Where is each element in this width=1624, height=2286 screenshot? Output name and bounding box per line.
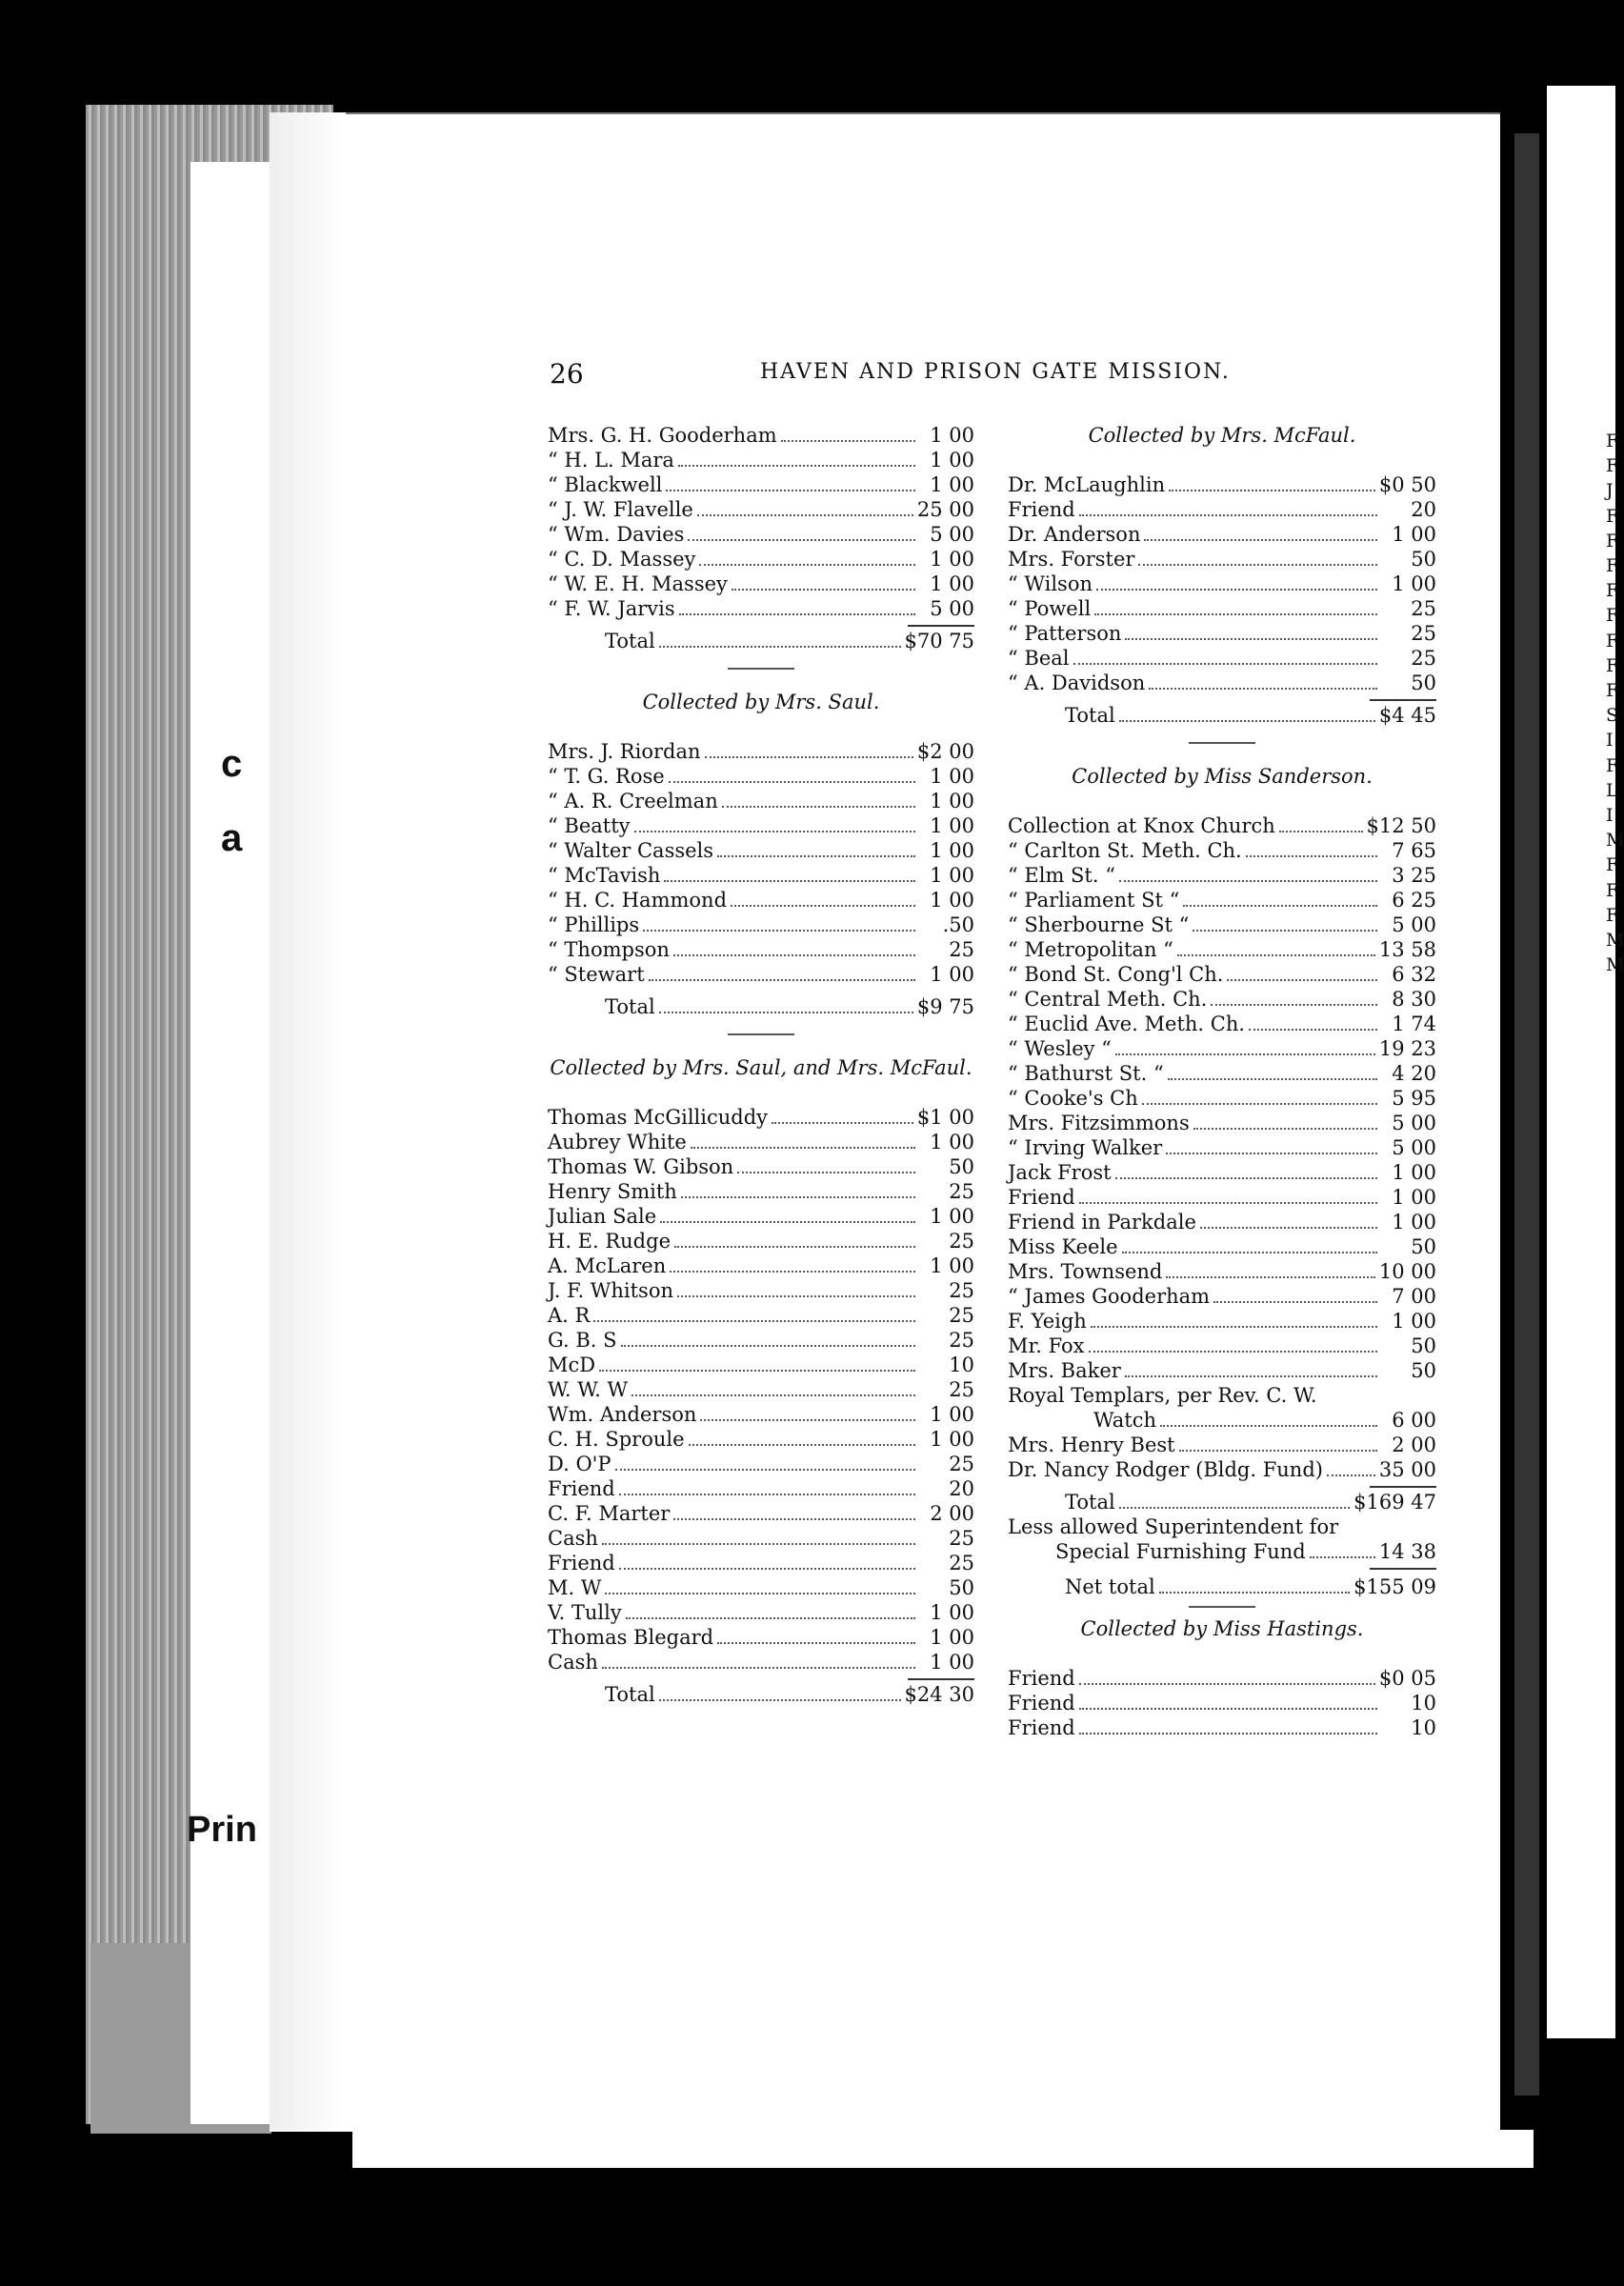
donor-name: Friend [1008,1692,1075,1714]
list-item [548,864,974,889]
donor-name: M. W [548,1576,602,1599]
list-item [1008,814,1436,839]
donation-amount: 5 95 [1392,1087,1436,1110]
left-column [548,424,974,1708]
list-item [1008,1013,1436,1037]
donor-name: “ W. E. H. Massey [548,572,728,595]
list-item [548,449,974,473]
list-item [1008,839,1436,864]
donation-amount: 25 [949,1378,974,1401]
list-item: Special Furnishing Fund 14 38 [1055,1540,1436,1563]
donation-amount: 1 00 [930,572,974,595]
donor-name: Friend [1008,1667,1075,1690]
list-item [1008,864,1436,889]
list-item [548,1354,974,1378]
list-item [1008,963,1436,988]
donor-name: “ A. R. Creelman [548,790,718,812]
list-item [1008,622,1436,647]
donor-name: Dr. Nancy Rodger (Bldg. Fund) [1008,1458,1323,1481]
donation-amount: 25 [1411,597,1436,620]
donor-name: “ Wilson [1008,572,1093,595]
adjacent-page-letter: F [1606,530,1619,551]
donation-amount: 5 00 [1392,1112,1436,1134]
list-item [548,740,974,765]
adjacent-page-letter: M [1606,954,1624,976]
donor-name: Thomas W. Gibson [548,1155,734,1178]
underlying-letter-c: c [221,743,243,785]
donation-amount: 5 00 [930,597,974,620]
list-item [1008,1667,1436,1692]
donation-amount: 10 [949,1354,974,1376]
donor-name: “ T. G. Rose [548,765,665,788]
donation-amount: 1 00 [1392,1211,1436,1233]
page-number: 26 [550,358,584,390]
donation-amount: 1 00 [930,1403,974,1426]
donor-name: Friend [1008,498,1075,521]
list-item [548,597,974,622]
donor-name: Wm. Anderson [548,1403,697,1426]
list-item [1008,1716,1436,1741]
adjacent-page [1547,86,1615,2038]
list-item [1008,1285,1436,1310]
donor-name: J. F. Whitson [548,1279,673,1302]
donor-name: Jack Frost [1008,1161,1112,1184]
donor-name: “ H. L. Mara [548,449,674,471]
adjacent-page-letter: M [1606,930,1624,952]
list-item [548,1477,974,1502]
list-item [548,1254,974,1279]
section-heading-hastings: Collected by Miss Hastings. [1080,1617,1364,1640]
list-item [548,1304,974,1329]
list-item [548,1576,974,1601]
list-item [548,889,974,913]
donation-amount: 1 00 [930,839,974,862]
donation-amount: 1 00 [930,889,974,912]
total-row: Total $9 75 [605,995,974,1018]
donor-name: “ Irving Walker [1008,1136,1163,1159]
list-item [1008,1037,1436,1062]
donor-name: Friend [548,1552,615,1574]
donation-amount: 20 [1411,498,1436,521]
section-heading-sanderson: Collected by Miss Sanderson. [1072,765,1373,788]
donor-name: Mrs. Henry Best [1008,1434,1175,1456]
donor-name: McD [548,1354,596,1376]
donation-amount: 1 00 [930,1254,974,1277]
donation-amount: 50 [949,1155,974,1178]
donor-name: Aubrey White [548,1131,687,1153]
donor-name: “ C. D. Massey [548,548,696,571]
adjacent-page-letter: J [1606,480,1614,502]
donor-name: D. O'P [548,1453,612,1475]
donation-amount: 1 00 [930,424,974,447]
list-item [1008,889,1436,913]
page-running-title: HAVEN AND PRISON GATE MISSION. [760,360,1231,384]
donor-name: “ James Gooderham [1008,1285,1211,1308]
list-item [1008,1434,1436,1458]
donation-amount: 25 [949,1180,974,1203]
list-item [548,1180,974,1205]
donor-name: “ Bathurst St. “ [1008,1062,1164,1085]
donation-amount: 35 00 [1378,1458,1436,1481]
donation-amount: 1 00 [1392,1186,1436,1209]
list-item [548,839,974,864]
donor-name: “ Beal [1008,647,1070,670]
list-item [1008,1359,1436,1384]
donor-name: “ Wm. Davies [548,523,685,546]
donor-name: “ Wesley “ [1008,1037,1112,1060]
donor-name: Cash [548,1527,598,1550]
donation-amount: 50 [1411,672,1436,694]
list-item [548,1453,974,1477]
donation-amount: .50 [942,913,974,936]
total-row: Total $70 75 [605,630,974,652]
donor-name: H. E. Rudge [548,1230,671,1253]
donation-amount: $0 05 [1378,1667,1436,1690]
list-item [1008,1186,1436,1211]
donor-name: “ Carlton St. Meth. Ch. [1008,839,1242,862]
donation-amount: 25 [949,1552,974,1574]
list-item [548,1329,974,1354]
list-item [548,1106,974,1131]
donor-name: “ Bond St. Cong'l Ch. [1008,963,1224,986]
donation-amount: $12 50 [1366,814,1436,837]
donor-name: Friend [1008,1716,1075,1739]
donation-amount: 25 [949,1527,974,1550]
adjacent-page-letter: M [1606,830,1624,852]
donation-amount: 25 [1411,622,1436,645]
total-row: Total $24 30 [605,1683,974,1706]
underlying-word-prin: Prin [187,1810,257,1850]
donor-name: Thomas McGillicuddy [548,1106,768,1129]
list-item [1008,913,1436,938]
donation-amount: 1 00 [1392,1310,1436,1333]
donation-amount: 7 00 [1392,1285,1436,1308]
list-item [548,1651,974,1675]
adjacent-page-letter: F [1606,630,1619,652]
adjacent-page-letter: F [1606,680,1619,702]
list-item [548,1230,974,1254]
list-item [548,498,974,523]
donation-amount: 8 30 [1392,988,1436,1011]
list-item [1008,548,1436,572]
donor-name: “ Elm St. “ [1008,864,1115,887]
net-total-row: Net total $155 09 [1065,1575,1436,1598]
donor-name: “ Walter Cassels [548,839,714,862]
list-item [548,814,974,839]
donation-amount: 50 [1411,1334,1436,1357]
adjacent-page-letter: F [1606,904,1619,926]
list-item [548,1552,974,1576]
list-item [548,572,974,597]
list-item [1008,473,1436,498]
section-heading-saul-mcfaul: Collected by Mrs. Saul, and Mrs. McFaul. [550,1056,972,1079]
list-item [548,1155,974,1180]
list-item [548,1626,974,1651]
donation-amount: 1 00 [930,1651,974,1674]
page-gutter-shadow [1514,133,1539,2096]
donor-name: “ Phillips [548,913,640,936]
donation-amount: 25 [1411,647,1436,670]
list-item: Royal Templars, per Rev. C. W. [1008,1384,1317,1407]
donation-amount: $2 00 [916,740,974,763]
donor-name: V. Tully [548,1601,622,1624]
donation-amount: 1 00 [1392,1161,1436,1184]
list-item [548,1131,974,1155]
adjacent-page-fragments [1606,429,1624,977]
adjacent-page-letter: S [1606,705,1619,727]
donor-name: Mrs. J. Riordan [548,740,701,763]
list-item [1008,647,1436,672]
donor-name: C. F. Marter [548,1502,671,1525]
donor-name: “ Patterson [1008,622,1122,645]
donation-amount: 1 00 [930,473,974,496]
donor-name: C. H. Sproule [548,1428,685,1451]
donor-name: “ Central Meth. Ch. [1008,988,1208,1011]
adjacent-page-letter: F [1606,555,1619,577]
donor-name: Mrs. Baker [1008,1359,1121,1382]
donor-name: Cash [548,1651,598,1674]
adjacent-page-letter: I [1606,730,1614,752]
donor-name: Collection at Knox Church [1008,814,1275,837]
list-item [1008,597,1436,622]
donation-amount: 4 20 [1392,1062,1436,1085]
donor-name: F. Yeigh [1008,1310,1087,1333]
list-item: Less allowed Superintendent for [1008,1515,1339,1538]
donation-amount: 10 [1411,1692,1436,1714]
list-item [1008,1458,1436,1483]
list-item [1008,1692,1436,1716]
donation-amount: 25 [949,938,974,961]
section-heading-mcfaul: Collected by Mrs. McFaul. [1088,424,1356,447]
donation-amount: 1 00 [930,449,974,471]
donation-amount: 1 00 [930,765,974,788]
section-heading-saul: Collected by Mrs. Saul. [642,691,880,713]
adjacent-page-letter: I [1606,805,1614,827]
donor-name: Friend [1008,1186,1075,1209]
donation-amount: 1 00 [930,963,974,986]
list-item [548,938,974,963]
donation-amount: 1 00 [930,790,974,812]
total-row: Total $4 45 [1065,704,1436,727]
donor-name: “ Sherbourne St “ [1008,913,1190,936]
list-item [1008,1211,1436,1235]
donor-list-sanderson [1008,814,1436,1384]
list-item [1008,938,1436,963]
donor-name: G. B. S [548,1329,617,1352]
donation-amount: 50 [1411,1235,1436,1258]
donor-name: “ Cooke's Ch [1008,1087,1138,1110]
donation-amount: 1 74 [1392,1013,1436,1035]
donor-name: Thomas Blegard [548,1626,714,1649]
donation-amount: 25 [949,1453,974,1475]
donor-list-saul [548,740,974,988]
donor-name: W. W. W [548,1378,629,1401]
donor-list-hastings [1008,1667,1436,1741]
donor-name: “ A. Davidson [1008,672,1146,694]
list-item [548,913,974,938]
page-edge-shade [270,112,346,2130]
list-item [548,790,974,814]
donation-amount: 50 [1411,548,1436,571]
list-item [548,548,974,572]
donor-name: Dr. Anderson [1008,523,1141,546]
donor-name: Friend in Parkdale [1008,1211,1196,1233]
donation-amount: 2 00 [1392,1434,1436,1456]
donation-amount: 20 [949,1477,974,1500]
list-item [1008,1310,1436,1334]
list-item [1008,1161,1436,1186]
donation-amount: 6 25 [1392,889,1436,912]
donation-amount: 25 [949,1329,974,1352]
list-item [1008,1260,1436,1285]
list-item [1008,1235,1436,1260]
donation-amount: 50 [949,1576,974,1599]
list-item [1008,1112,1436,1136]
page-bottom-edge [352,2130,1534,2168]
adjacent-page-letter: F [1606,455,1619,477]
list-item [1008,1136,1436,1161]
donation-amount: 1 00 [930,1428,974,1451]
donor-list-saul-mcfaul [548,1106,974,1675]
adjacent-page-letter: F [1606,505,1619,527]
donation-amount: 1 00 [930,1601,974,1624]
donation-amount: 10 00 [1378,1260,1436,1283]
donation-amount: 5 00 [1392,913,1436,936]
donor-name: Mrs. Townsend [1008,1260,1163,1283]
underlying-letter-a: a [221,817,243,859]
list-item [1008,523,1436,548]
list-item [548,1205,974,1230]
donation-amount: 5 00 [1392,1136,1436,1159]
donor-name: “ H. C. Hammond [548,889,728,912]
list-item [1008,1087,1436,1112]
section-divider [728,668,794,670]
list-item [548,1601,974,1626]
adjacent-page-letter: F [1606,605,1619,627]
donor-name: “ Beatty [548,814,631,837]
donation-amount: $0 50 [1378,473,1436,496]
donor-list-mcfaul [1008,473,1436,696]
section-divider [1189,742,1255,744]
donor-name: Henry Smith [548,1180,677,1203]
donation-amount: 50 [1411,1359,1436,1382]
donor-name: A. R [548,1304,591,1327]
donor-name: “ McTavish [548,864,661,887]
donor-name: Mrs. G. H. Gooderham [548,424,777,447]
donation-amount: 13 58 [1378,938,1436,961]
donor-name: “ Metropolitan “ [1008,938,1173,961]
list-item [548,1527,974,1552]
adjacent-page-letter: L [1606,779,1618,801]
donor-name: “ Parliament St “ [1008,889,1180,912]
section-divider [728,1033,794,1035]
donor-name: “ Blackwell [548,473,663,496]
donation-amount: 1 00 [1392,572,1436,595]
donor-name: “ Thompson [548,938,670,961]
adjacent-page-letter: F [1606,879,1619,901]
donor-name: Miss Keele [1008,1235,1118,1258]
donation-amount: 1 00 [930,1131,974,1153]
list-item [548,765,974,790]
list-item [548,473,974,498]
list-item [548,1428,974,1453]
list-item [1008,672,1436,696]
donor-name: “ Euclid Ave. Meth. Ch. [1008,1013,1246,1035]
donor-name: Friend [548,1477,615,1500]
donor-name: Mrs. Fitzsimmons [1008,1112,1190,1134]
donor-name: “ Powell [1008,597,1092,620]
donation-amount: 1 00 [930,1205,974,1228]
donation-amount: 19 23 [1378,1037,1436,1060]
adjacent-page-letter: F [1606,654,1619,676]
donor-name: “ F. W. Jarvis [548,597,675,620]
list-item [548,523,974,548]
donation-amount: 1 00 [930,814,974,837]
donor-name: Mrs. Forster [1008,548,1135,571]
donation-amount: 1 00 [930,1626,974,1649]
donation-amount: 1 00 [930,548,974,571]
donor-name: “ J. W. Flavelle [548,498,693,521]
donation-amount: 6 32 [1392,963,1436,986]
list-item [548,963,974,988]
donor-name: Julian Sale [548,1205,657,1228]
donation-amount: 1 00 [930,864,974,887]
section-divider [1189,1606,1255,1608]
donation-amount: 25 [949,1279,974,1302]
donor-name: Mr. Fox [1008,1334,1085,1357]
list-item [1008,498,1436,523]
donation-amount: 25 [949,1230,974,1253]
donation-amount: 25 [949,1304,974,1327]
donation-amount: $1 00 [916,1106,974,1129]
total-row: Total $169 47 [1065,1491,1436,1514]
adjacent-page-letter: F [1606,754,1619,776]
donation-amount: 1 00 [1392,523,1436,546]
list-item [1008,1334,1436,1359]
donation-amount: 10 [1411,1716,1436,1739]
list-item [1008,572,1436,597]
donation-amount: 25 00 [916,498,974,521]
donation-amount: 7 65 [1392,839,1436,862]
donation-amount: 5 00 [930,523,974,546]
list-item [548,1502,974,1527]
adjacent-page-letter: F [1606,854,1619,876]
donor-name: Dr. McLaughlin [1008,473,1166,496]
donor-name: “ Stewart [548,963,645,986]
right-column [1008,424,1436,1741]
donor-name: A. McLaren [548,1254,667,1277]
donor-list-1 [548,424,974,622]
list-item [548,424,974,449]
donor-list-sanderson-continued [1008,1434,1436,1483]
donation-amount: 2 00 [930,1502,974,1525]
donation-amount: 3 25 [1392,864,1436,887]
list-item [1008,1062,1436,1087]
list-item: Watch 6 00 [1093,1409,1436,1432]
list-item [548,1378,974,1403]
adjacent-page-letter: F [1606,580,1619,602]
list-item [548,1403,974,1428]
adjacent-page-letter: F [1606,431,1619,451]
list-item [1008,988,1436,1013]
list-item [548,1279,974,1304]
